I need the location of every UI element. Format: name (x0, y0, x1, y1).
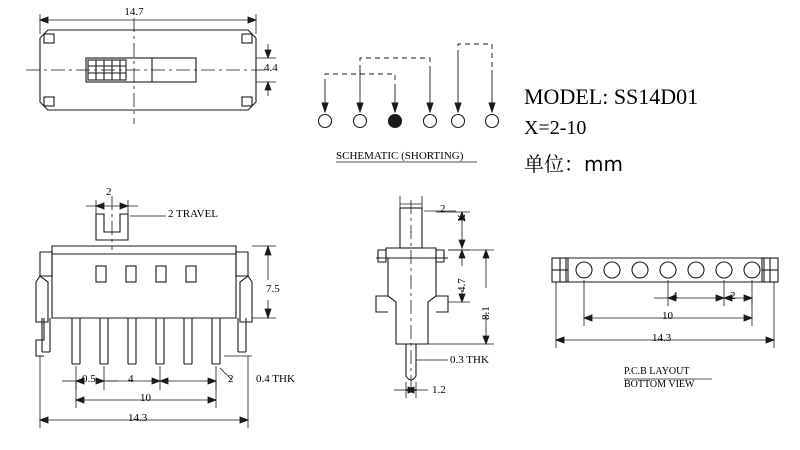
side-view-geometry (376, 208, 448, 380)
pcb-span-inner-label: 10 (662, 310, 673, 322)
schematic-geometry (319, 44, 499, 128)
front-span-inner-label: 10 (140, 392, 151, 404)
front-thk-dim (220, 356, 252, 380)
pcb-caption-line1: P.C.B LAYOUT (624, 366, 690, 377)
front-height-label: 7.5 (266, 283, 280, 295)
pcb-pitch-right-label: 2 (730, 290, 736, 302)
front-thk-label: 0.4 THK (256, 373, 295, 385)
front-pitch-a-label: 0.5 (82, 373, 96, 385)
side-pin-len-label: 1.2 (432, 384, 446, 396)
top-view-width-label: 14.7 (124, 6, 144, 18)
front-pitch-b-label: 4 (128, 373, 134, 385)
pcb-pitch-mid-label: 4 (672, 290, 678, 302)
schematic-caption: SCHEMATIC (SHORTING) (336, 150, 464, 162)
x-range-label: X=2-10 (524, 117, 587, 139)
front-height-dim (252, 246, 276, 318)
side-outer-height-label: 8.1 (480, 306, 492, 320)
side-inner-height-dim (448, 250, 470, 302)
front-view-geometry (36, 214, 252, 364)
unit-label: 单位：mm (524, 152, 623, 176)
model-label: MODEL: SS14D01 (524, 84, 699, 109)
pcb-pitch-dims (654, 280, 752, 306)
pcb-span-outer-label: 14.3 (652, 332, 672, 344)
top-view-geometry (40, 30, 256, 110)
front-span-outer-label: 14.3 (128, 412, 148, 424)
pcb-layout-geometry (552, 258, 778, 282)
top-view-height-label: 4.4 (264, 62, 278, 74)
side-top-width-label: 2 (440, 203, 446, 215)
side-x-label: X (456, 214, 468, 222)
front-travel-label: 2 TRAVEL (168, 208, 219, 220)
top-view-width-dim (40, 14, 256, 34)
side-thk-label: 0.3 THK (450, 354, 489, 366)
side-inner-height-label: 4.7 (456, 278, 468, 292)
front-pitch-c-label: 2 (228, 373, 234, 385)
side-top-width-dim (400, 196, 456, 211)
front-travel-top-label: 2 (106, 186, 112, 198)
pcb-caption-line2: BOTTOM VIEW (624, 379, 695, 390)
